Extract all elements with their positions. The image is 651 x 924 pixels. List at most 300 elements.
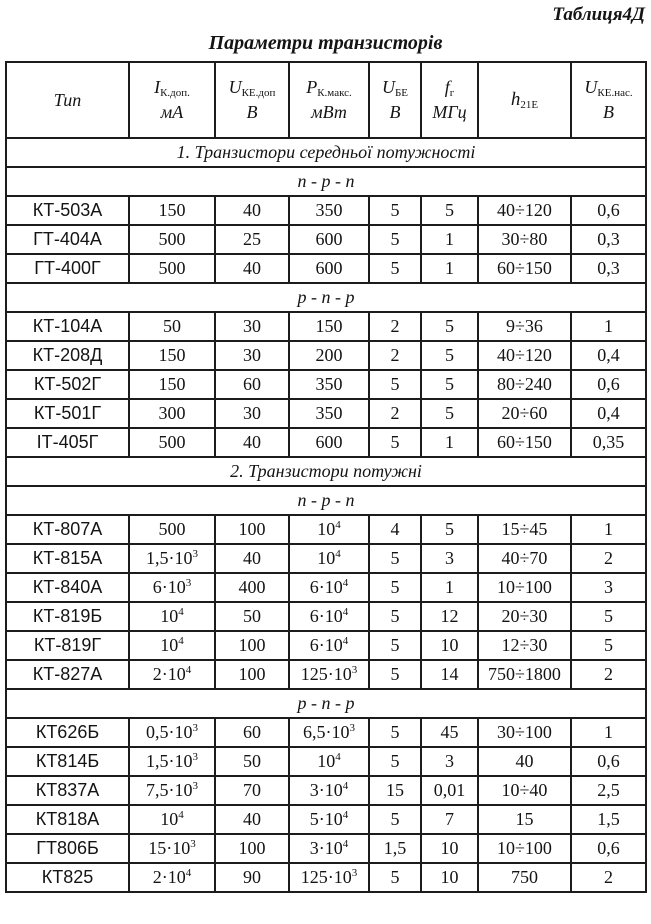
cell-value: ІТ-405Г bbox=[36, 432, 99, 452]
table-cell bbox=[289, 805, 369, 834]
cell-value: 30 bbox=[243, 316, 261, 336]
table-cell bbox=[478, 196, 571, 225]
cell-value: 60 bbox=[243, 722, 261, 742]
cell-value: 10÷100 bbox=[497, 838, 552, 858]
cell-value: 12 bbox=[440, 606, 459, 626]
section-row bbox=[6, 138, 646, 167]
table-cell bbox=[369, 805, 421, 834]
table-row bbox=[6, 225, 646, 254]
cell-value: 5 bbox=[604, 606, 613, 626]
table-cell bbox=[478, 515, 571, 544]
cell-value: 10 bbox=[160, 606, 179, 626]
table-cell bbox=[289, 718, 369, 747]
table-cell bbox=[478, 370, 571, 399]
table-cell bbox=[369, 602, 421, 631]
table-cell bbox=[369, 660, 421, 689]
table-cell bbox=[215, 747, 289, 776]
ukenas-subscript: КЕ.нас. bbox=[597, 87, 633, 100]
cell-value: 10÷40 bbox=[501, 780, 548, 800]
table-cell bbox=[369, 863, 421, 892]
table-cell bbox=[369, 515, 421, 544]
table-cell bbox=[421, 312, 478, 341]
table-cell bbox=[571, 718, 646, 747]
table-cell bbox=[215, 341, 289, 370]
group-row bbox=[6, 486, 646, 515]
cell-exponent: 3 bbox=[351, 664, 358, 676]
uke-unit: В bbox=[246, 102, 258, 123]
transistor-type-cell bbox=[6, 834, 129, 863]
cell-value: КТ-840А bbox=[32, 577, 103, 597]
cell-value: 3 bbox=[445, 548, 454, 568]
cell-value: 400 bbox=[238, 577, 266, 597]
cell-value: 40 bbox=[515, 751, 534, 771]
table-cell bbox=[129, 573, 215, 602]
cell-value: 5 bbox=[390, 751, 400, 771]
table-cell bbox=[369, 747, 421, 776]
transistor-type-cell bbox=[6, 863, 129, 892]
cell-value: 45 bbox=[440, 722, 459, 742]
cell-value: 20÷30 bbox=[501, 606, 548, 626]
group-label: p - n - p bbox=[6, 283, 646, 312]
table-cell bbox=[571, 776, 646, 805]
table-cell bbox=[129, 544, 215, 573]
table-cell bbox=[215, 196, 289, 225]
cell-value: 0,4 bbox=[597, 345, 620, 365]
cell-value: 2,5 bbox=[597, 780, 620, 800]
cell-exponent: 4 bbox=[342, 606, 349, 618]
transistor-type-cell bbox=[6, 312, 129, 341]
cell-value: 300 bbox=[158, 403, 186, 423]
cell-value: 30 bbox=[243, 345, 261, 365]
pk-subscript: К.макс. bbox=[317, 87, 352, 100]
transistor-type-cell bbox=[6, 544, 129, 573]
h21-subscript: 21Е bbox=[520, 98, 539, 111]
cell-value: 40÷120 bbox=[497, 345, 552, 365]
transistor-type-cell bbox=[6, 225, 129, 254]
h21-symbol: h bbox=[510, 88, 521, 110]
table-row bbox=[6, 428, 646, 457]
cell-exponent: 4 bbox=[342, 780, 349, 792]
cell-value: 0,6 bbox=[597, 751, 620, 771]
ube-subscript: БЕ bbox=[394, 87, 409, 100]
table-cell bbox=[478, 718, 571, 747]
cell-exponent: 3 bbox=[351, 867, 358, 879]
table-cell bbox=[369, 399, 421, 428]
ik-symbol: I bbox=[154, 77, 161, 98]
cell-value: 2 bbox=[390, 316, 400, 336]
table-cell bbox=[421, 225, 478, 254]
ik-unit: мА bbox=[160, 102, 184, 123]
group-label: n - p - n bbox=[6, 486, 646, 515]
cell-value: 2 bbox=[604, 867, 613, 887]
table-row bbox=[6, 515, 646, 544]
table-cell bbox=[215, 225, 289, 254]
cell-value: 40÷120 bbox=[497, 200, 552, 220]
table-cell bbox=[571, 834, 646, 863]
cell-exponent: 4 bbox=[335, 519, 341, 531]
table-row bbox=[6, 602, 646, 631]
cell-value: 0,3 bbox=[597, 258, 620, 278]
cell-value: 40 bbox=[243, 200, 261, 220]
table-cell bbox=[421, 602, 478, 631]
cell-value: 500 bbox=[158, 432, 186, 452]
cell-value: 5·10 bbox=[309, 809, 343, 829]
cell-exponent: 4 bbox=[342, 838, 349, 850]
cell-value: 150 bbox=[158, 345, 186, 365]
table-row bbox=[6, 312, 646, 341]
cell-value: 5 bbox=[390, 867, 400, 887]
cell-value: 2 bbox=[604, 664, 613, 684]
col-header-fg bbox=[421, 62, 478, 138]
table-cell bbox=[369, 544, 421, 573]
table-cell bbox=[421, 660, 478, 689]
table-cell bbox=[369, 196, 421, 225]
table-cell bbox=[289, 196, 369, 225]
table-cell bbox=[478, 341, 571, 370]
table-cell bbox=[215, 370, 289, 399]
transistor-type-cell bbox=[6, 399, 129, 428]
cell-value: 40 bbox=[243, 809, 261, 829]
table-cell bbox=[571, 399, 646, 428]
table-cell bbox=[571, 196, 646, 225]
table-cell bbox=[369, 631, 421, 660]
cell-value: 0,6 bbox=[597, 374, 620, 394]
cell-value: 50 bbox=[243, 751, 261, 771]
cell-exponent: 4 bbox=[185, 664, 192, 676]
cell-value: 200 bbox=[315, 345, 343, 365]
table-cell bbox=[478, 544, 571, 573]
group-row bbox=[6, 167, 646, 196]
table-cell bbox=[289, 428, 369, 457]
cell-value: 12÷30 bbox=[501, 635, 548, 655]
table-cell bbox=[571, 370, 646, 399]
table-cell bbox=[478, 254, 571, 283]
cell-value: 0,4 bbox=[597, 403, 620, 423]
transistor-type-cell bbox=[6, 370, 129, 399]
table-cell bbox=[421, 718, 478, 747]
table-cell bbox=[129, 660, 215, 689]
table-cell bbox=[421, 370, 478, 399]
table-cell bbox=[129, 254, 215, 283]
cell-value: 5 bbox=[445, 316, 454, 336]
table-cell bbox=[421, 776, 478, 805]
cell-value: КТ-807А bbox=[32, 519, 103, 539]
pk-symbol: P bbox=[306, 77, 318, 98]
table-cell bbox=[369, 428, 421, 457]
table-cell bbox=[289, 573, 369, 602]
table-cell bbox=[571, 254, 646, 283]
table-cell bbox=[289, 660, 369, 689]
table-cell bbox=[369, 370, 421, 399]
table-cell bbox=[478, 312, 571, 341]
cell-value: КТ-819Г bbox=[33, 635, 102, 655]
cell-value: КТ-827А bbox=[32, 664, 103, 684]
table-cell bbox=[215, 254, 289, 283]
table-cell bbox=[289, 312, 369, 341]
table-cell bbox=[129, 747, 215, 776]
cell-value: КТ-815А bbox=[32, 548, 103, 568]
table-cell bbox=[215, 399, 289, 428]
table-cell bbox=[571, 747, 646, 776]
cell-value: 5 bbox=[390, 432, 400, 452]
transistor-type-cell bbox=[6, 341, 129, 370]
cell-value: 6·10 bbox=[309, 606, 343, 626]
cell-value: 6,5·10 bbox=[303, 722, 350, 742]
table-cell bbox=[369, 834, 421, 863]
cell-value: 5 bbox=[445, 519, 454, 539]
cell-exponent: 4 bbox=[178, 635, 184, 647]
cell-value: 350 bbox=[315, 374, 343, 394]
section-title: 2. Транзистори потужні bbox=[6, 457, 646, 486]
table-cell bbox=[215, 863, 289, 892]
cell-value: 5 bbox=[390, 722, 400, 742]
cell-value: 350 bbox=[315, 200, 343, 220]
table-cell bbox=[289, 602, 369, 631]
table-cell bbox=[421, 515, 478, 544]
cell-value: 30÷80 bbox=[501, 229, 548, 249]
uke-symbol: U bbox=[228, 77, 242, 98]
cell-value: 9÷36 bbox=[506, 316, 543, 336]
cell-value: 60 bbox=[243, 374, 261, 394]
cell-value: 1 bbox=[604, 316, 613, 336]
cell-value: 100 bbox=[238, 519, 266, 539]
table-cell bbox=[421, 805, 478, 834]
cell-value: 2 bbox=[604, 548, 613, 568]
table-cell bbox=[421, 428, 478, 457]
table-cell bbox=[215, 544, 289, 573]
transistor-type-cell bbox=[6, 747, 129, 776]
cell-value: 0,5·10 bbox=[146, 722, 193, 742]
cell-value: 0,35 bbox=[592, 432, 625, 452]
transistor-type-cell bbox=[6, 602, 129, 631]
table-cell bbox=[421, 631, 478, 660]
cell-value: 5 bbox=[390, 548, 400, 568]
cell-exponent: 4 bbox=[335, 751, 341, 763]
cell-value: КТ814Б bbox=[35, 751, 100, 771]
col-header-type bbox=[6, 62, 129, 138]
table-cell bbox=[571, 225, 646, 254]
cell-value: КТ-208Д bbox=[32, 345, 103, 365]
table-cell bbox=[289, 747, 369, 776]
transistor-type-cell bbox=[6, 805, 129, 834]
table-cell bbox=[478, 834, 571, 863]
table-cell bbox=[129, 776, 215, 805]
col-header-h21 bbox=[478, 62, 571, 138]
table-cell bbox=[571, 515, 646, 544]
cell-value: 1,5 bbox=[383, 838, 407, 858]
table-cell bbox=[129, 312, 215, 341]
table-cell bbox=[289, 341, 369, 370]
section-title: 1. Транзистори середньої потужності bbox=[6, 138, 646, 167]
table-cell bbox=[478, 602, 571, 631]
table-cell bbox=[478, 573, 571, 602]
table-cell bbox=[289, 225, 369, 254]
table-cell bbox=[571, 631, 646, 660]
table-cell bbox=[289, 776, 369, 805]
cell-value: 1 bbox=[445, 229, 454, 249]
table-cell bbox=[478, 747, 571, 776]
table-cell bbox=[369, 254, 421, 283]
table-row bbox=[6, 573, 646, 602]
cell-value: 5 bbox=[445, 200, 454, 220]
cell-value: 5 bbox=[445, 345, 454, 365]
table-row bbox=[6, 660, 646, 689]
table-cell bbox=[129, 370, 215, 399]
cell-value: 1 bbox=[445, 258, 454, 278]
cell-exponent: 3 bbox=[192, 722, 198, 734]
cell-value: 6·10 bbox=[152, 577, 186, 597]
table-cell bbox=[289, 631, 369, 660]
cell-value: ГТ-400Г bbox=[34, 258, 101, 278]
table-title: Параметри транзисторів bbox=[208, 32, 443, 54]
cell-value: 10 bbox=[440, 867, 459, 887]
table-cell bbox=[289, 834, 369, 863]
uke-subscript: КЕ.доп bbox=[241, 87, 276, 100]
cell-value: КТ818А bbox=[35, 809, 100, 829]
cell-value: 1 bbox=[604, 519, 613, 539]
ube-symbol: U bbox=[381, 77, 395, 98]
cell-value: 100 bbox=[238, 635, 266, 655]
table-cell bbox=[289, 399, 369, 428]
cell-value: 125·10 bbox=[300, 867, 352, 887]
table-cell bbox=[369, 312, 421, 341]
cell-value: 5 bbox=[390, 606, 400, 626]
cell-value: 50 bbox=[163, 316, 181, 336]
table-cell bbox=[478, 776, 571, 805]
table-caption: Таблиця4Д bbox=[552, 4, 645, 25]
cell-value: 10÷100 bbox=[497, 577, 552, 597]
cell-value: 6·10 bbox=[309, 577, 343, 597]
table-cell bbox=[478, 660, 571, 689]
table-cell bbox=[421, 544, 478, 573]
cell-value: 5 bbox=[445, 403, 454, 423]
cell-value: 600 bbox=[315, 229, 343, 249]
table-cell bbox=[478, 399, 571, 428]
ukenas-unit: В bbox=[603, 102, 614, 123]
cell-value: КТ837А bbox=[35, 780, 100, 800]
table-cell bbox=[289, 515, 369, 544]
cell-value: 750÷1800 bbox=[488, 664, 561, 684]
group-row bbox=[6, 283, 646, 312]
cell-value: 1 bbox=[445, 432, 454, 452]
cell-value: 3·10 bbox=[309, 838, 343, 858]
cell-value: 5 bbox=[390, 229, 400, 249]
cell-value: 5 bbox=[390, 577, 400, 597]
cell-value: 500 bbox=[158, 258, 186, 278]
table-row bbox=[6, 863, 646, 892]
table-cell bbox=[571, 312, 646, 341]
table-cell bbox=[129, 718, 215, 747]
table-cell bbox=[215, 515, 289, 544]
cell-value: 40÷70 bbox=[501, 548, 548, 568]
table-cell bbox=[215, 718, 289, 747]
table-cell bbox=[215, 573, 289, 602]
col-header-ube bbox=[369, 62, 421, 138]
table-cell bbox=[369, 776, 421, 805]
cell-exponent: 4 bbox=[342, 577, 349, 589]
table-body bbox=[6, 138, 646, 892]
cell-value: 3 bbox=[604, 577, 613, 597]
col-header-ukenas bbox=[571, 62, 646, 138]
table-cell bbox=[571, 660, 646, 689]
fg-subscript: г bbox=[449, 87, 455, 100]
cell-value: 10 bbox=[317, 548, 336, 568]
table-cell bbox=[369, 718, 421, 747]
cell-value: 5 bbox=[390, 635, 400, 655]
table-cell bbox=[129, 602, 215, 631]
cell-value: 5 bbox=[390, 664, 400, 684]
table-cell bbox=[421, 747, 478, 776]
ube-unit: В bbox=[389, 102, 401, 123]
table-cell bbox=[289, 863, 369, 892]
cell-value: 5 bbox=[390, 809, 400, 829]
cell-value: 1,5 bbox=[597, 809, 620, 829]
transistor-type-cell bbox=[6, 515, 129, 544]
cell-value: 350 bbox=[315, 403, 343, 423]
cell-value: 0,6 bbox=[597, 838, 620, 858]
table-cell bbox=[478, 631, 571, 660]
cell-exponent: 3 bbox=[192, 780, 198, 792]
table-cell bbox=[129, 225, 215, 254]
cell-exponent: 4 bbox=[342, 809, 349, 821]
cell-value: 6·10 bbox=[309, 635, 343, 655]
cell-value: 1 bbox=[445, 577, 454, 597]
table-cell bbox=[215, 602, 289, 631]
cell-value: 600 bbox=[315, 432, 343, 452]
table-row bbox=[6, 834, 646, 863]
cell-value: КТ825 bbox=[41, 867, 94, 887]
cell-value: 150 bbox=[315, 316, 343, 336]
ik-subscript: К.доп. bbox=[160, 87, 190, 100]
cell-value: 500 bbox=[158, 519, 186, 539]
cell-value: 60÷150 bbox=[497, 432, 552, 452]
transistor-type-cell bbox=[6, 718, 129, 747]
table-cell bbox=[129, 515, 215, 544]
table-row bbox=[6, 776, 646, 805]
cell-value: 125·10 bbox=[300, 664, 352, 684]
ukenas-symbol: U bbox=[584, 77, 598, 98]
cell-value: 10 bbox=[317, 751, 336, 771]
cell-value: 30÷100 bbox=[497, 722, 552, 742]
col-header-type-label: Тип bbox=[53, 89, 82, 110]
table-cell bbox=[215, 805, 289, 834]
table-row bbox=[6, 399, 646, 428]
cell-value: 1,5·10 bbox=[146, 548, 193, 568]
fg-symbol: f bbox=[444, 77, 450, 98]
cell-value: 500 bbox=[158, 229, 186, 249]
cell-exponent: 4 bbox=[178, 809, 184, 821]
cell-value: 150 bbox=[158, 374, 186, 394]
table-cell bbox=[421, 863, 478, 892]
table-cell bbox=[289, 254, 369, 283]
cell-value: 15 bbox=[386, 780, 404, 800]
cell-value: 20÷60 bbox=[501, 403, 548, 423]
fg-unit: МГц bbox=[432, 102, 467, 123]
cell-value: КТ-503А bbox=[32, 200, 103, 220]
table-cell bbox=[571, 544, 646, 573]
cell-value: 60÷150 bbox=[497, 258, 552, 278]
cell-value: 0,3 bbox=[597, 229, 620, 249]
table-cell bbox=[215, 428, 289, 457]
col-header-pk bbox=[289, 62, 369, 138]
table-cell bbox=[421, 341, 478, 370]
cell-exponent: 4 bbox=[335, 548, 341, 560]
cell-value: КТ-819Б bbox=[32, 606, 103, 626]
cell-value: 15 bbox=[515, 809, 534, 829]
header-row bbox=[6, 62, 646, 138]
cell-exponent: 3 bbox=[185, 577, 192, 589]
cell-exponent: 3 bbox=[190, 838, 196, 850]
